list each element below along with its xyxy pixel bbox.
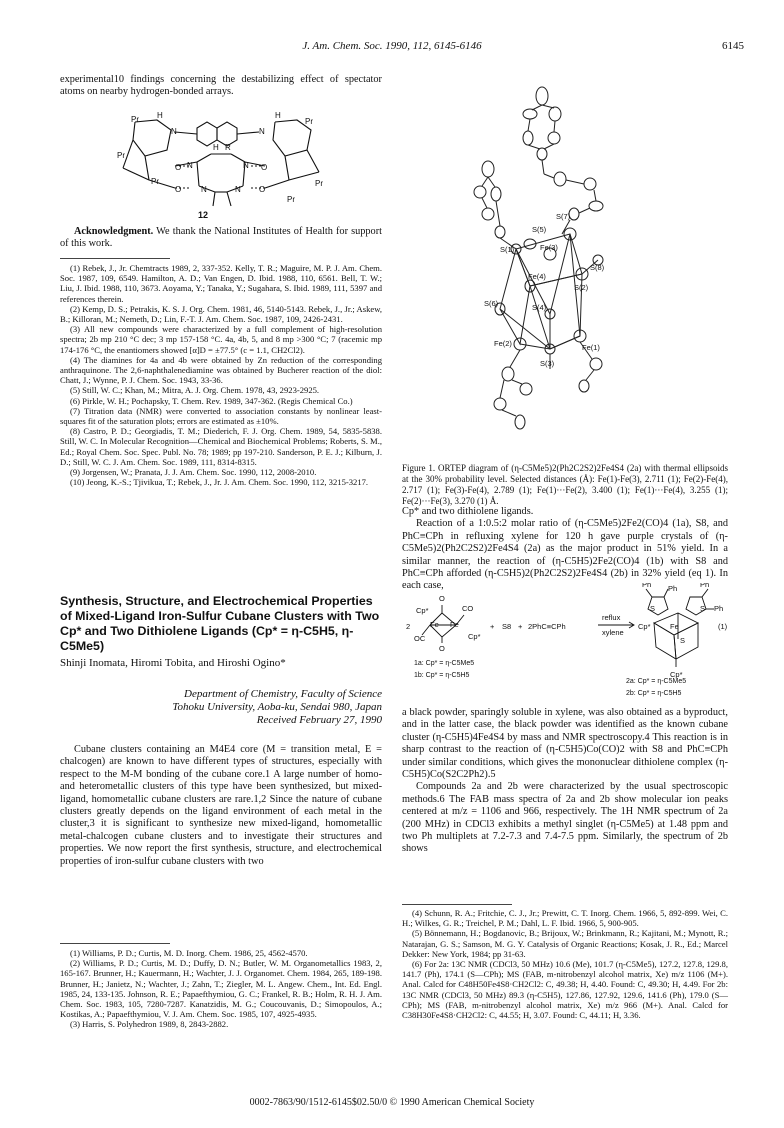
- product-labels: [626, 676, 686, 700]
- figure-caption: Figure 1. ORTEP diagram of (η-C5Me5)2(Ph2C2S2)2Fe4S4 (2a) with thermal ellipsoids at the 30% probability level. Selected distances (Å): Fe(1)-Fe(3), 2.711 (1); Fe(2)-Fe(4), 2.717 (1); Fe(3)-Fe(4), 2.789 (1); Fe(1)···Fe(2), 3.400 (1); Fe(1)···Fe(4), 3.255 (1); Fe(2)···Fe(3), 3.270 (1) Å.: [402, 463, 728, 506]
- atom-label: S(5): [532, 225, 547, 234]
- footnote-rule: [402, 904, 512, 905]
- compound-label: 12: [198, 210, 209, 220]
- article-body-right-1: [402, 506, 728, 593]
- svg-text:Cp*: Cp*: [638, 622, 651, 631]
- article-authors: Shinji Inomata, Hiromi Tobita, and Hiroshi Ogino*: [60, 657, 286, 669]
- sulfur-reagent: S8: [502, 622, 512, 631]
- svg-text:O: O: [261, 163, 268, 172]
- left-intro: [60, 74, 382, 99]
- reference-item: (4) Schunn, R. A.; Fritchie, C. J., Jr.; Prewitt, C. T. Inorg. Chem. 1966, 5, 892-899. Wei, C. H.; Wilkes, G. R.; Treichel, P. M.; Dahl, L. F. Ibid. 1966, 5, 900-905.: [402, 908, 728, 929]
- reference-item: (8) Castro, P. D.; Georgiadis, T. M.; Diederich, F. J. Org. Chem. 1989, 54, 5835-5838. Still, W. C. In Molecular Recognition—Chemical and Biochemical Problems; Roberts, S. M., Ed.; Royal Chem. Soc. Spec. Publ. No. 78; 1989; pp 197-210. Sanderson, P. E. J.; Kilburn, J. D.; Still, W. C. J. Am. Chem. Soc. 1989, 111, 8314-8315.: [60, 426, 382, 467]
- reference-item: (3) Harris, S. Polyhedron 1989, 8, 2843-2882.: [70, 1019, 229, 1030]
- atom-label: S(2): [574, 283, 589, 292]
- plus-sign: +: [490, 622, 495, 631]
- svg-text:Cp*: Cp*: [468, 632, 481, 641]
- svg-text:H: H: [275, 111, 281, 120]
- reference-item: (2) Williams, P. D.; Curtis, M. D.; Duffy, D. N.; Butler, W. M. Organometallics 1983, 2, 165-167. Brunner, H.; Kauermann, H.; Wachter, J. J. Organomet. Chem. 1984, 265, 189-198. Brunner, H.; Janietz, N.; Wachter, J.; Zahn, T.; Ziegler, M. L. Angew. Chem., Int. Ed. Engl. 1985, 24, 133-135. Johnson, R. E.; Papaefthymiou, G. C.; Frankel, R. B.; Holm, R. H. J. Am. Chem. Soc. 1983, 105, 7280-7287. Kanatzidis, M. G.; Coucouvanis, D.; Simopoulos, A.; Kostikas, A.; Papaefthymiou, V. J. Am. Chem. Soc. 1985, 107, 4925-4935.: [60, 958, 382, 1020]
- svg-text:Ph: Ph: [668, 584, 678, 593]
- svg-text:Cp*: Cp*: [416, 606, 429, 615]
- compound-label: 1b: Cp* = η-C5H5: [414, 672, 470, 679]
- svg-text:H: H: [157, 111, 163, 120]
- reference-item: (2) Kemp, D. S.; Petrakis, K. S. J. Org. Chem. 1981, 46, 5140-5143. Rebek, J., Jr.; Askew, B.; Killoran, M.; Nemeth, D.; Lin, F.-T. J. Am. Chem. Soc. 1987, 109, 2426-2431.: [60, 303, 382, 325]
- compound-label: 2a: Cp* = η-C5Me5: [626, 678, 687, 685]
- svg-text:N: N: [235, 185, 241, 194]
- ack-heading: Acknowledgment.: [74, 226, 154, 237]
- affiliation-university: Tohoku University, Aoba-ku, Sendai 980, Japan: [172, 701, 382, 713]
- plus-sign: +: [518, 622, 523, 631]
- svg-text:Pr: Pr: [151, 177, 159, 186]
- body-paragraph: a black powder, sparingly soluble in xylene, was also obtained as a byproduct, and in the latter case, the black powder was identified as the known cubane cluster (η-C5H5)4Fe4S4 by mass and NMR spectroscopy.4 This reaction is in sharp contrast to the reaction of (η-C5H5)Co(CO)2 with S8 and PhC≡CPh under similar conditions, which gives the mononuclear dithiolene complex (η-C5H5)Co(S2C2Ph2).5: [402, 707, 728, 781]
- ortep-figure: [470, 74, 620, 444]
- reference-item: (4) The diamines for 4a and 4b were obtained by Zn reduction of the corresponding anthraquinone. The 2,6-naphthalenediamine was obtained by Bucherer reaction of the diol: Chatt, J.; Wynne, P. J. Chem. Soc. 1943, 33-36.: [60, 354, 382, 386]
- journal-citation: J. Am. Chem. Soc. 1990, 112, 6145-6146: [302, 40, 482, 52]
- atom-label: Fe(4): [528, 272, 546, 281]
- page-number: 6145: [722, 40, 744, 52]
- body-line: Cp* and two dithiolene ligands.: [402, 506, 534, 517]
- svg-text:Pr: Pr: [117, 151, 125, 160]
- atom-label: S(3): [540, 359, 555, 368]
- atom-label: S(1): [500, 245, 515, 254]
- compound-label: 2b: Cp* = η-C5H5: [626, 690, 682, 697]
- svg-text:Cp*: Cp*: [670, 670, 683, 679]
- svg-text:O: O: [439, 644, 445, 653]
- reference-item: (9) Jorgensen, W.; Pranata, J. J. Am. Chem. Soc. 1990, 112, 2008-2010.: [70, 467, 317, 478]
- svg-text:H: H: [213, 143, 219, 152]
- body-paragraph: Cubane clusters containing an M4E4 core (M = transition metal, E = chalcogen) are known to have different types of structures, especially with respect to the M-M bonding of the cubane core.1 A large number of homo- and heterometallic clusters of this type have been synthesized, but mixed-ligand, homometallic cubane clusters are rare.1,2 Since the nature of cubane clusters greatly depends on the ligand environment of each metal in the cluster,3 it is significant to synthesize new mixed-ligand, homometallic metal-chalcogen cubane clusters and to investigate their structures and properties. We now report the first synthesis, structure, and electrochemical properties of iron-sulfur cubane clusters with two: [60, 744, 382, 867]
- affiliation-department: Department of Chemistry, Faculty of Science: [184, 688, 382, 700]
- svg-text:OC: OC: [414, 634, 426, 643]
- reference-item: (6) Pirkle, W. H.; Pochapsky, T. Chem. Rev. 1989, 347-362. (Regis Chemical Co.): [70, 395, 353, 406]
- reference-item: (3) All new compounds were characterized by a full complement of high-resolution spectra; 2b mp 210 °C dec; 3 mp 157-158 °C. 4a, 4b, 5, and 8 mp >300 °C; 7 (racemic mp 174-176 °C, the enantiomers showed [α]D = ±77.5° (c = 1.1, CH2Cl2).: [60, 324, 382, 355]
- svg-text:Pr: Pr: [305, 117, 313, 126]
- reference-list-2: [60, 948, 382, 1030]
- reference-item: (6) For 2a: 13C NMR (CDCl3, 50 MHz) 10.6 (Me), 101.7 (η-C5Me5), 127.2, 127.8, 129.8, 141.7 (Ph), 174.1 (S—CPh); MS (FAB, m-nitrobenzyl alcohol matrix, Xe) m/z 1106 (M+). Anal. Calcd for C48H50Fe4S8·CH2Cl2: C, 49.38; H, 4.40. Found: C, 49.30; H, 4.49. For 2b: 13C NMR (CDCl3, 50 MHz) 89.3 (η-C5H5), 127.86, 127.92, 129.6, 141.6 (Ph), 179.0 (S—CPh); MS (FAB, m-nitrobenzyl alcohol matrix, Xe) m/z 966 (M+). Anal. Calcd for C38H30Fe4S8·CH2Cl2: C, 44.55; H, 3.07. Found: C, 44.11; H, 3.36.: [402, 959, 728, 1021]
- svg-text:N: N: [259, 127, 265, 136]
- svg-text:Fe: Fe: [430, 620, 439, 629]
- svg-text:N: N: [201, 185, 207, 194]
- condition-solvent: xylene: [602, 628, 624, 637]
- ack-text: We thank the National Institutes of Health for support of this work.: [60, 226, 382, 250]
- svg-text:N: N: [187, 161, 193, 170]
- reference-list-1: [60, 263, 382, 487]
- atom-label: S(7): [556, 212, 571, 221]
- svg-text:S: S: [700, 604, 706, 613]
- svg-text:Fe: Fe: [670, 622, 679, 631]
- acknowledgment: [60, 226, 382, 251]
- article-title: Synthesis, Structure, and Electrochemical Properties of Mixed-Ligand Iron-Sulfur Cubane Clusters with Two Cp* and Two Dithiolene Ligands (Cp* = η-C5H5, η-C5Me5): [60, 594, 380, 653]
- svg-text:O: O: [175, 185, 182, 194]
- affiliation: [60, 688, 382, 727]
- scheme-coefficient: 2: [406, 622, 411, 631]
- svg-text:Pr: Pr: [287, 195, 295, 204]
- svg-text:Pr: Pr: [131, 115, 139, 124]
- page-footer: 0002-7863/90/1512-6145$02.50/0 © 1990 American Chemical Society: [249, 1097, 535, 1108]
- atom-label: Fe(3): [540, 243, 558, 252]
- footnote-rule: [60, 943, 170, 944]
- compound-12-structure: [115, 110, 330, 210]
- atom-label: Fe(1): [582, 343, 600, 352]
- atom-label: Fe(2): [494, 339, 512, 348]
- svg-text:Ph: Ph: [714, 604, 724, 613]
- svg-text:S: S: [650, 604, 656, 613]
- atom-label: S(4): [532, 303, 547, 312]
- reference-item: (1) Rebek, J., Jr. Chemtracts 1989, 2, 337-352. Kelly, T. R.; Maguire, M. P. J. Am. Chem. Soc. 1987, 109, 6549. Hamilton, A. D.; Van Engen, D. Ibid. 1988, 110, 6561. Bell, T. W.; Liu, J. Ibid. 1988, 110, 3673. Aoyama, Y.; Tanaka, Y.; Sugahara, S. Ibid. 1989, 111, 5397 and references therein.: [60, 263, 382, 304]
- svg-text:O: O: [259, 185, 266, 194]
- article-body-left: [60, 744, 382, 868]
- reference-item: (1) Williams, P. D.; Curtis, M. D. Inorg. Chem. 1986, 25, 4562-4570.: [70, 948, 308, 958]
- svg-text:Pr: Pr: [315, 179, 323, 188]
- reference-item: (5) Bönnemann, H.; Bogdanovic, B.; Brijoux, W.; Brinkmann, R.; Kajitani, M.; Mynott, R.; Natarajan, G. S.; Samson, M. G. Y. Catalysis of Organic Reactions; Kosak, J. R., Ed.; Marcel Dekker: New York, 1984; pp 31-63.: [402, 928, 728, 959]
- received-date: Received February 27, 1990: [256, 714, 382, 726]
- svg-text:O: O: [439, 594, 445, 603]
- svg-text:N: N: [171, 127, 177, 136]
- alkyne-reagent: 2PhC≡CPh: [528, 622, 566, 631]
- condition-reflux: reflux: [602, 613, 621, 622]
- svg-text:R: R: [225, 143, 231, 152]
- intro-paragraph: experimental10 findings concerning the destabilizing effect of spectator atoms on nearby hydrogen-bonded arrays.: [60, 74, 382, 98]
- reference-item: (5) Still, W. C.; Khan, M.; Mitra, A. J. Org. Chem. 1978, 43, 2923-2925.: [70, 385, 320, 396]
- reaction-scheme: [402, 583, 732, 683]
- body-paragraph: Compounds 2a and 2b were characterized by the usual spectroscopic methods.6 The FAB mass spectra of 2a and 2b show molecular ion peaks centered at m/z = 1106 and 966, respectively. The 1H NMR spectrum of 2a (200 MHz) in CDCl3 exhibits a methyl singlet (η-C5Me5) at 1.48 ppm and two Ph multiplets at 7.2-7.3 and 7.4-7.5 ppm. Similarly, the spectrum of 2b shows: [402, 781, 728, 855]
- reference-item: (10) Jeong, K.-S.; Tjivikua, T.; Rebek, J., Jr. J. Am. Chem. Soc. 1990, 112, 3215-3217.: [70, 477, 369, 488]
- svg-text:S: S: [680, 636, 686, 645]
- reference-list-3: [402, 908, 728, 1020]
- article-body-right-2: [402, 707, 728, 856]
- svg-text:Ph: Ph: [642, 583, 652, 589]
- atom-label: S(6): [484, 299, 499, 308]
- equation-number: (1): [718, 622, 728, 631]
- svg-text:CO: CO: [462, 604, 474, 613]
- compound-label: 1a: Cp* = η-C5Me5: [414, 660, 475, 667]
- footnote-rule: [60, 258, 170, 259]
- running-header: [0, 40, 784, 54]
- body-paragraph: Reaction of a 1:0.5:2 molar ratio of (η-C5Me5)2Fe2(CO)4 (1a), S8, and PhC≡CPh in refluxing xylene for 120 h gave purple crystals of (η-C5Me5)2(Ph2C2S2)2Fe4S4 (2a) as the major product in 51% yield. In a similar manner, the reaction of (η-C5H5)2Fe2(CO)4 (1b) with S8 and PhC≡CPh afforded (η-C5H5)2(Ph2C2S2)2Fe4S4 (2b) in 32% yield (eq 1). In each case,: [402, 518, 728, 592]
- svg-text:O: O: [175, 163, 182, 172]
- atom-label: S(8): [590, 263, 605, 272]
- svg-text:N: N: [243, 161, 249, 170]
- reference-item: (7) Titration data (NMR) were converted to association constants by nonlinear least-squares fit of the saturation plots; errors are estimated as ±10%.: [60, 405, 382, 427]
- svg-text:Ph: Ph: [700, 583, 710, 589]
- svg-text:Fe: Fe: [450, 620, 459, 629]
